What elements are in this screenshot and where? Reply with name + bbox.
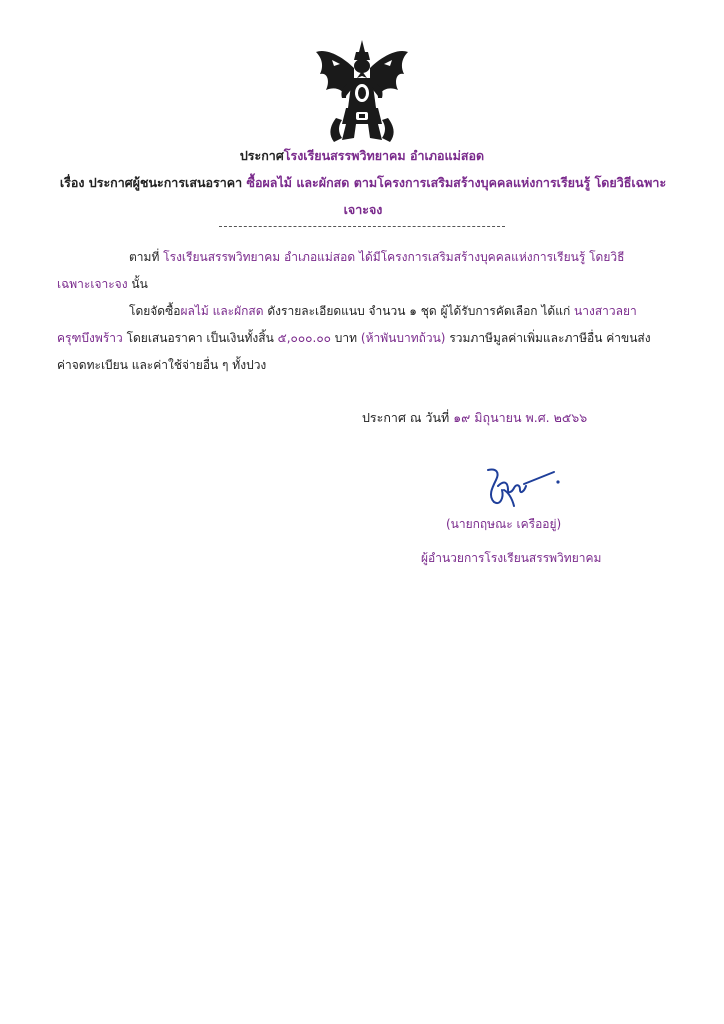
announce-date: ๑๙ มิถุนายน พ.ศ. ๒๕๖๖ [453,410,588,425]
announce-prefix: ประกาศ ณ วันที่ [362,410,454,425]
p2-text-b: ดังรายละเอียดแนบ จำนวน ๑ ชุด ผู้ได้รับการคัดเลือก ได้แก่ [263,304,575,318]
p2-text-d: บาท [330,331,361,345]
p1-text-c: นั้น [127,277,148,291]
p2-amount: ๕,๐๐๐.๐๐ [277,331,331,345]
paragraph-1 [57,244,655,298]
garuda-emblem-icon [312,38,412,146]
paragraph-2 [57,298,655,379]
p2-amount-words: (ห้าพันบาทถ้วน) [360,331,446,345]
p2-text-a: โดยจัดซื้อ [129,304,181,318]
signatory-name: (นายกฤษณะ เครืออยู่) [446,517,562,531]
subject-prefix: เรื่อง ประกาศผู้ชนะการเสนอราคา [59,175,247,190]
announcement-title [0,148,724,164]
subject-project: ตามโครงการเสริมสร้างบุคคลแห่งการเรียนรู้ โดยวิธีเฉพาะเจาะจง [343,175,667,217]
divider-line [219,226,505,227]
handwritten-signature-icon [478,462,562,510]
subject-item: ซื้อผลไม้ และผักสด [246,175,350,190]
p1-text-a: ตามที่ [129,250,164,264]
p2-text-c: โดยเสนอราคา เป็นเงินทั้งสิ้น [122,331,278,345]
p1-organization: โรงเรียนสรรพวิทยาคม อำเภอแม่สอด [163,250,356,264]
title-prefix: ประกาศ [239,148,284,163]
announce-date-line [362,408,587,428]
p1-project: ได้มีโครงการเสริมสร้างบุคคลแห่งการเรียนรู้ โดยวิธีเฉพาะเจาะจง [57,250,625,291]
signatory-position: ผู้อำนวยการโรงเรียนสรรพวิทยาคม [421,551,602,565]
title-organization: โรงเรียนสรรพวิทยาคม อำเภอแม่สอด [283,148,485,163]
p2-item: ผลไม้ และผักสด [180,304,264,318]
p2-text-e: รวมภาษีมูลค่าเพิ่มและภาษีอื่น ค่าขนส่ง ค่าจดทะเบียน และค่าใช้จ่ายอื่น ๆ ทั้งปวง [57,331,651,372]
announcement-subject [58,169,668,223]
p2-vendor: นางสาวลยา ครุฑบึงพร้าว [57,304,637,345]
